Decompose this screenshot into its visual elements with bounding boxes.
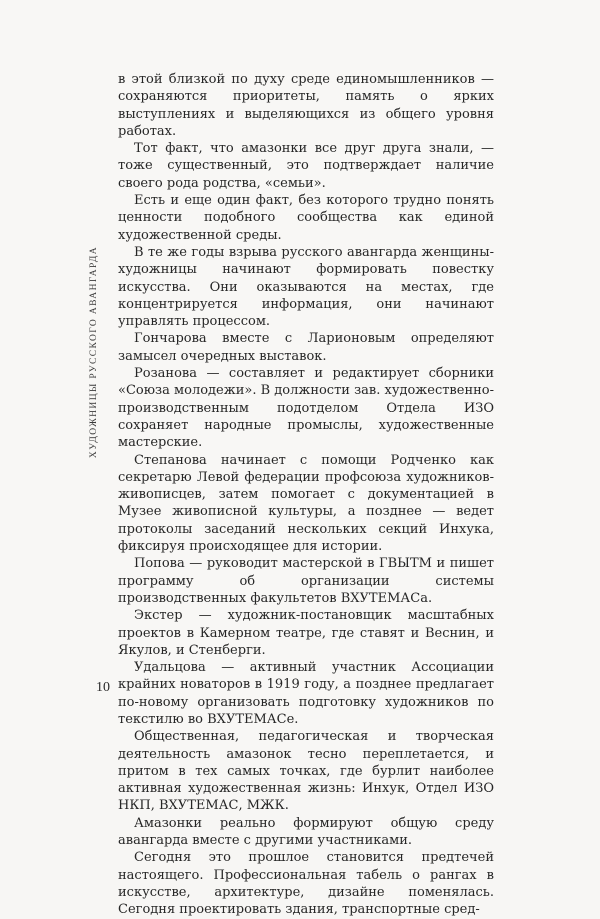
paragraph: Сегодня это прошлое становится предтечей настоящего. Профессиональная табель о рангах в искусстве, архитектуре, дизайне поменялась. Сегодня проектировать здания, транспортные сред- [118, 850, 494, 918]
paragraph: в этой близкой по духу среде единомышленников — сохраняются приоритеты, память о ярких выступлениях и выделяющихся из общего уровня работах. [118, 72, 494, 139]
running-head: ХУДОЖНИЦЫ РУССКОГО АВАНГАРДА [89, 245, 99, 459]
paragraph: Степанова начинает с помощи Родченко как секретарю Левой федерации профсоюза художников-живописцев, затем помогает с документацией в Музее живописной культуры, а позднее — ведет протоколы заседаний нескольких секций Инхука, фиксируя происходящее для истории. [118, 452, 494, 555]
page-number: 10 [96, 680, 110, 695]
paragraph: Удальцова — активный участник Ассоциации крайних новаторов в 1919 году, а позднее предлагает по-новому организовать подготовку художников по текстилю во ВХУТЕМАСе. [118, 660, 494, 727]
body-text [118, 71, 494, 919]
paragraph: Экстер — художник-постановщик масштабных проектов в Камерном театре, где ставят и Веснин, и Якулов, и Стенберги. [118, 608, 494, 658]
paragraph: Тот факт, что амазонки все друг друга знали, — тоже существенный, это подтверждает наличие своего рода родства, «семьи». [118, 141, 494, 191]
paragraph: Попова — руководит мастерской в ГВЫТМ и пишет программу об организации системы производственных факультетов ВХУТЕМАСа. [118, 556, 494, 606]
paragraph: Розанова — составляет и редактирует сборники «Союза молодежи». В должности зав. художественно-производственным подотделом Отдела ИЗО сохраняет народные промыслы, художественные мастерские. [118, 366, 494, 451]
paragraph: Общественная, педагогическая и творческая деятельность амазонок тесно переплетается, и притом в тех самых точках, где бурлит наиболее активная художественная жизнь: Инхук, Отдел ИЗО НКП, ВХУТЕМАС, МЖК. [118, 729, 494, 814]
paragraph: Есть и еще один факт, без которого трудно понять ценности подобного сообщества как единой художественной среды. [118, 193, 494, 243]
paragraph: Гончарова вместе с Ларионовым определяют замысел очередных выставок. [118, 331, 494, 364]
paragraph: В те же годы взрыва русского авангарда женщины-художницы начинают формировать повестку искусства. Они оказываются на местах, где концентрируется информация, они начинают управлять процессом. [118, 244, 494, 330]
paragraph: Амазонки реально формируют общую среду авангарда вместе с другими участниками. [118, 815, 494, 849]
